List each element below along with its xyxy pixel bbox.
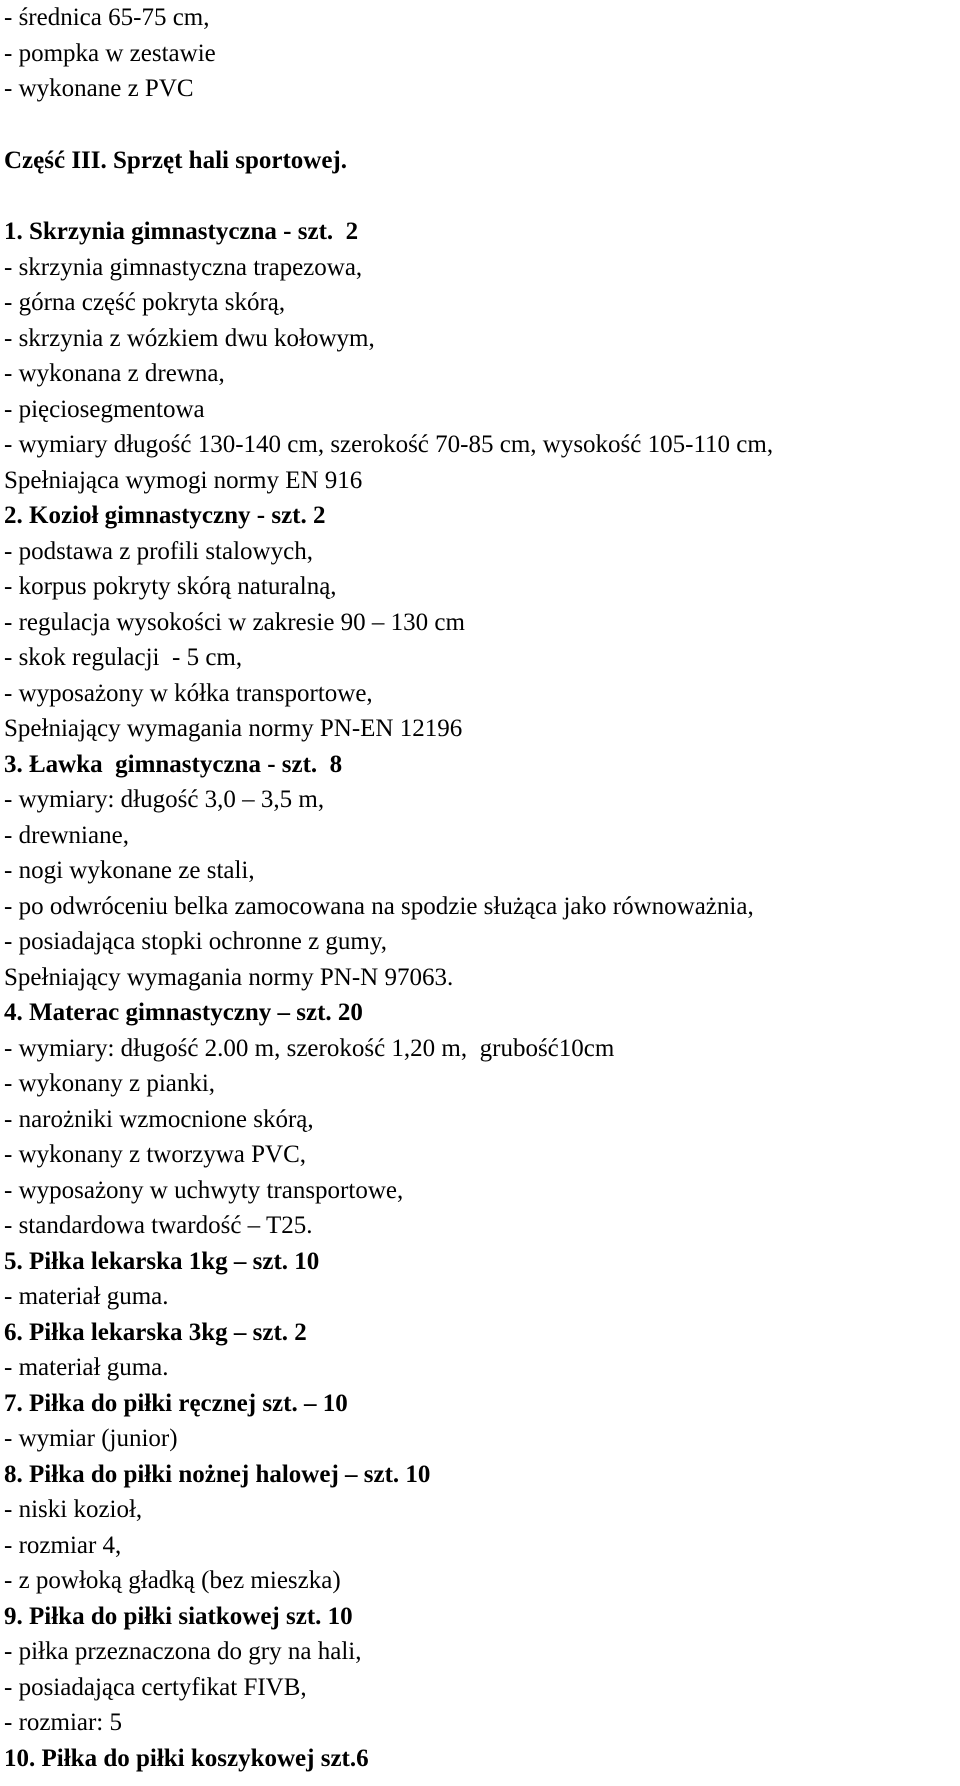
item-heading: 9. Piłka do piłki siatkowej szt. 10: [4, 1602, 353, 1630]
item-line: - drewniane,: [4, 821, 129, 849]
item-line: - wymiary: długość 2.00 m, szerokość 1,20 m, grubość10cm: [4, 1034, 615, 1062]
part-title: Część III. Sprzęt hali sportowej.: [4, 146, 348, 174]
item-line: - górna część pokryta skórą,: [4, 289, 286, 316]
item-pilka-lekarska-3kg: [4, 1315, 960, 1386]
item-heading: 2. Kozioł gimnastyczny - szt. 2: [4, 502, 326, 529]
item-pilka-lekarska-1kg: [4, 1244, 960, 1315]
item-line: - z powłoką gładką (bez mieszka): [4, 1567, 341, 1594]
item-line: - skrzynia gimnastyczna trapezowa,: [4, 253, 363, 281]
item-koziol: [4, 498, 960, 747]
item-materac: [4, 995, 960, 1244]
item-line: - wyposażony w kółka transportowe,: [4, 679, 373, 707]
blank-line: [4, 107, 960, 143]
item-heading: 1. Skrzynia gimnastyczna - szt. 2: [4, 218, 359, 245]
item-line: - skrzynia z wózkiem dwu kołowym,: [4, 324, 375, 352]
item-line: - wykonana z drewna,: [4, 360, 225, 387]
item-line: Spełniający wymagania normy PN-N 97063.: [4, 963, 454, 991]
item-heading: 4. Materac gimnastyczny – szt. 20: [4, 999, 363, 1026]
item-line: - wykonany z tworzywa PVC,: [4, 1141, 307, 1168]
intro-line: - wykonane z PVC: [4, 75, 194, 102]
item-line: - narożniki wzmocnione skórą,: [4, 1105, 314, 1133]
item-line: - wymiar (junior): [4, 1425, 178, 1452]
item-lawka: [4, 747, 960, 996]
item-line: - wymiary: długość 3,0 – 3,5 m,: [4, 786, 325, 813]
item-line: - podstawa z profili stalowych,: [4, 537, 313, 565]
item-line: - rozmiar 4,: [4, 1531, 122, 1559]
item-line: - korpus pokryty skórą naturalną,: [4, 573, 337, 600]
item-line: - posiadająca certyfikat FIVB,: [4, 1673, 307, 1701]
item-line: - skok regulacji - 5 cm,: [4, 644, 243, 671]
item-heading: 3. Ławka gimnastyczna - szt. 8: [4, 750, 343, 778]
item-line: - wyposażony w uchwyty transportowe,: [4, 1176, 404, 1204]
item-line: - standardowa twardość – T25.: [4, 1212, 313, 1239]
item-heading: 6. Piłka lekarska 3kg – szt. 2: [4, 1318, 307, 1346]
item-line: - wykonany z pianki,: [4, 1070, 216, 1097]
item-line: Spełniający wymagania normy PN-EN 12196: [4, 715, 463, 742]
item-line: Spełniająca wymogi normy EN 916: [4, 466, 363, 494]
item-heading: 7. Piłka do piłki ręcznej szt. – 10: [4, 1389, 348, 1417]
item-line: - materiał guma.: [4, 1354, 169, 1381]
item-line: - wymiary długość 130-140 cm, szerokość 70-85 cm, wysokość 105-110 cm,: [4, 431, 774, 458]
item-line: - pięciosegmentowa: [4, 395, 205, 423]
intro-line: - średnica 65-75 cm,: [4, 4, 210, 31]
item-skrzynia: [4, 214, 960, 498]
item-line: - regulacja wysokości w zakresie 90 – 130 cm: [4, 608, 465, 636]
item-line: - nogi wykonane ze stali,: [4, 857, 255, 884]
item-line: - po odwróceniu belka zamocowana na spodzie służąca jako równoważnia,: [4, 892, 754, 920]
item-pilka-siatkowa: [4, 1599, 960, 1741]
item-heading: 8. Piłka do piłki nożnej halowej – szt. 10: [4, 1460, 431, 1488]
item-line: - materiał guma.: [4, 1283, 169, 1310]
item-pilka-nozna-halowa: [4, 1457, 960, 1599]
item-pilka-koszykowa: [4, 1741, 960, 1777]
item-line: - posiadająca stopki ochronne z gumy,: [4, 928, 387, 955]
item-heading: 5. Piłka lekarska 1kg – szt. 10: [4, 1247, 320, 1275]
item-line: - piłka przeznaczona do gry na hali,: [4, 1638, 362, 1665]
item-heading: 10. Piłka do piłki koszykowej szt.6: [4, 1744, 369, 1772]
blank-line: [4, 178, 960, 214]
item-pilka-reczna: [4, 1386, 960, 1457]
item-line: - niski kozioł,: [4, 1496, 143, 1523]
intro-line: - pompka w zestawie: [4, 39, 216, 67]
item-line: - rozmiar: 5: [4, 1709, 123, 1736]
